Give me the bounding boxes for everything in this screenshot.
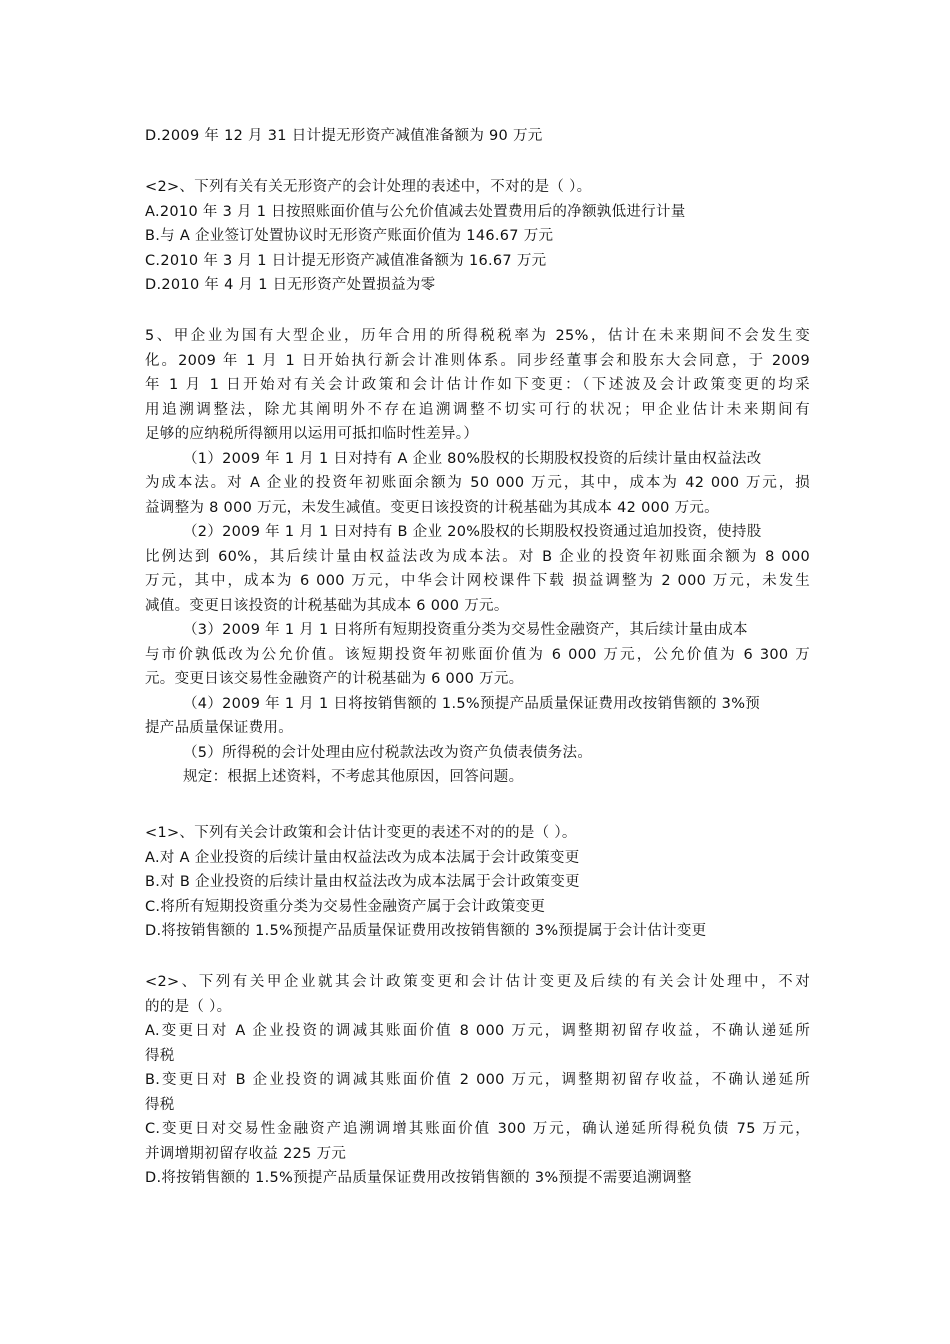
question-stem-line: 的的是（ ）。 [145,998,232,1015]
option-a: A.2010 年 3 月 1 日按照账面价值与公允价值减去处置费用后的净额孰低进行计量 [145,203,686,220]
option-c: C.将所有短期投资重分类为交易性金融资产属于会计政策变更 [145,898,546,915]
item-1-line: 为成本法。对 A 企业的投资年初账面余额为 50 000 万元，其中，成本为 42 000 万元，损 [145,475,810,491]
option-d: D.将按销售额的 1.5%预提产品质量保证费用改按销售额的 3%预提不需要追溯调整 [145,1170,692,1186]
question-5-2 [145,970,810,1191]
item-5-line: （5）所得税的会计处理由应付税款法改为资产负债表债务法。 [183,744,593,761]
item-2-line: （2）2009 年 1 月 1 日对持有 B 企业 20%股权的长期股权投资通过追加投资，使持股 [183,524,762,540]
question-5-1 [145,821,810,944]
question-intro-line: 足够的应纳税所得额用以运用可抵扣临时性差异。） [145,426,479,442]
option-d: D.2010 年 4 月 1 日无形资产处置损益为零 [145,277,436,293]
question-intro-line: 化。2009 年 1 月 1 日开始执行新会计准则体系。同步经董事会和股东大会同意，于 2009 [145,352,810,369]
item-1-line: （1）2009 年 1 月 1 日对持有 A 企业 80%股权的长期股权投资的后续计量由权益法改 [183,450,762,467]
option-b: B.与 A 企业签订处置协议时无形资产账面价值为 146.67 万元 [145,228,554,244]
prev-question-tail [145,124,810,149]
question-stem: <2>、下列有关有关无形资产的会计处理的表述中，不对的是（ ）。 [145,179,592,195]
item-3-line: 与市价孰低改为公允价值。该短期投资年初账面价值为 6 000 万元，公允价值为 6 300 万 [145,646,810,663]
option-c: C.2010 年 3 月 1 日计提无形资产减值准备额为 16.67 万元 [145,252,547,269]
option-b: B.对 B 企业投资的后续计量由权益法改为成本法属于会计政策变更 [145,874,580,890]
option-c-line: C.变更日对交易性金融资产追溯调增其账面价值 300 万元，确认递延所得税负债 75 万元， [145,1121,810,1137]
question-stem-line: <2>、下列有关甲企业就其会计政策变更和会计估计变更及后续的有关会计处理中，不对 [145,974,810,990]
item-2-line: 万元，其中，成本为 6 000 万元，中华会计网校课件下载 损益调整为 2 000 万元，未发生 [145,573,810,589]
question-intro-line: 用追溯调整法，除尤其阐明外不存在追溯调整不切实可行的状况；甲企业估计未来期间有 [145,401,810,418]
question-5 [145,324,810,790]
option-b-line: 得税 [145,1096,175,1113]
option-b-line: B.变更日对 B 企业投资的调减其账面价值 2 000 万元，调整期初留存收益，不确认递延所 [145,1072,810,1088]
question-intro-line: 年 1 月 1 日开始对有关会计政策和会计估计作如下变更：（下述波及会计政策变更的均采 [145,377,810,393]
option-a: A.对 A 企业投资的后续计量由权益法改为成本法属于会计政策变更 [145,849,580,866]
item-2-line: 比例达到 60%，其后续计量由权益法改为成本法。对 B 企业的投资年初账面余额为 8 000 [145,548,810,565]
question-intro-line: 5、甲企业为国有大型企业，历年合用的所得税税率为 25%，估计在未来期间不会发生变 [145,328,810,344]
item-4-line: 提产品质量保证费用。 [145,720,293,736]
requirement-line: 规定：根据上述资料，不考虑其他原因，回答问题。 [183,769,524,785]
item-4-line: （4）2009 年 1 月 1 日将按销售额的 1.5%预提产品质量保证费用改按销售额的 3%预 [183,695,761,712]
question-intangible-2 [145,175,810,298]
option-c-line: 并调增期初留存收益 225 万元 [145,1145,347,1162]
option-a-line: A.变更日对 A 企业投资的调减其账面价值 8 000 万元，调整期初留存收益，不确认递延所 [145,1023,810,1039]
item-3-line: （3）2009 年 1 月 1 日将所有短期投资重分类为交易性金融资产，其后续计量由成本 [183,622,748,638]
item-2-line: 减值。变更日该投资的计税基础为其成本 6 000 万元。 [145,597,509,614]
option-d: D.2009 年 12 月 31 日计提无形资产减值准备额为 90 万元 [145,128,543,144]
option-a-line: 得税 [145,1047,175,1064]
item-1-line: 益调整为 8 000 万元，未发生减值。变更日该投资的计税基础为其成本 42 000 万元。 [145,499,719,516]
question-stem: <1>、下列有关会计政策和会计估计变更的表述不对的的是（ ）。 [145,825,577,841]
option-d: D.将按销售额的 1.5%预提产品质量保证费用改按销售额的 3%预提属于会计估计变更 [145,923,707,939]
item-3-line: 元。变更日该交易性金融资产的计税基础为 6 000 万元。 [145,671,524,687]
